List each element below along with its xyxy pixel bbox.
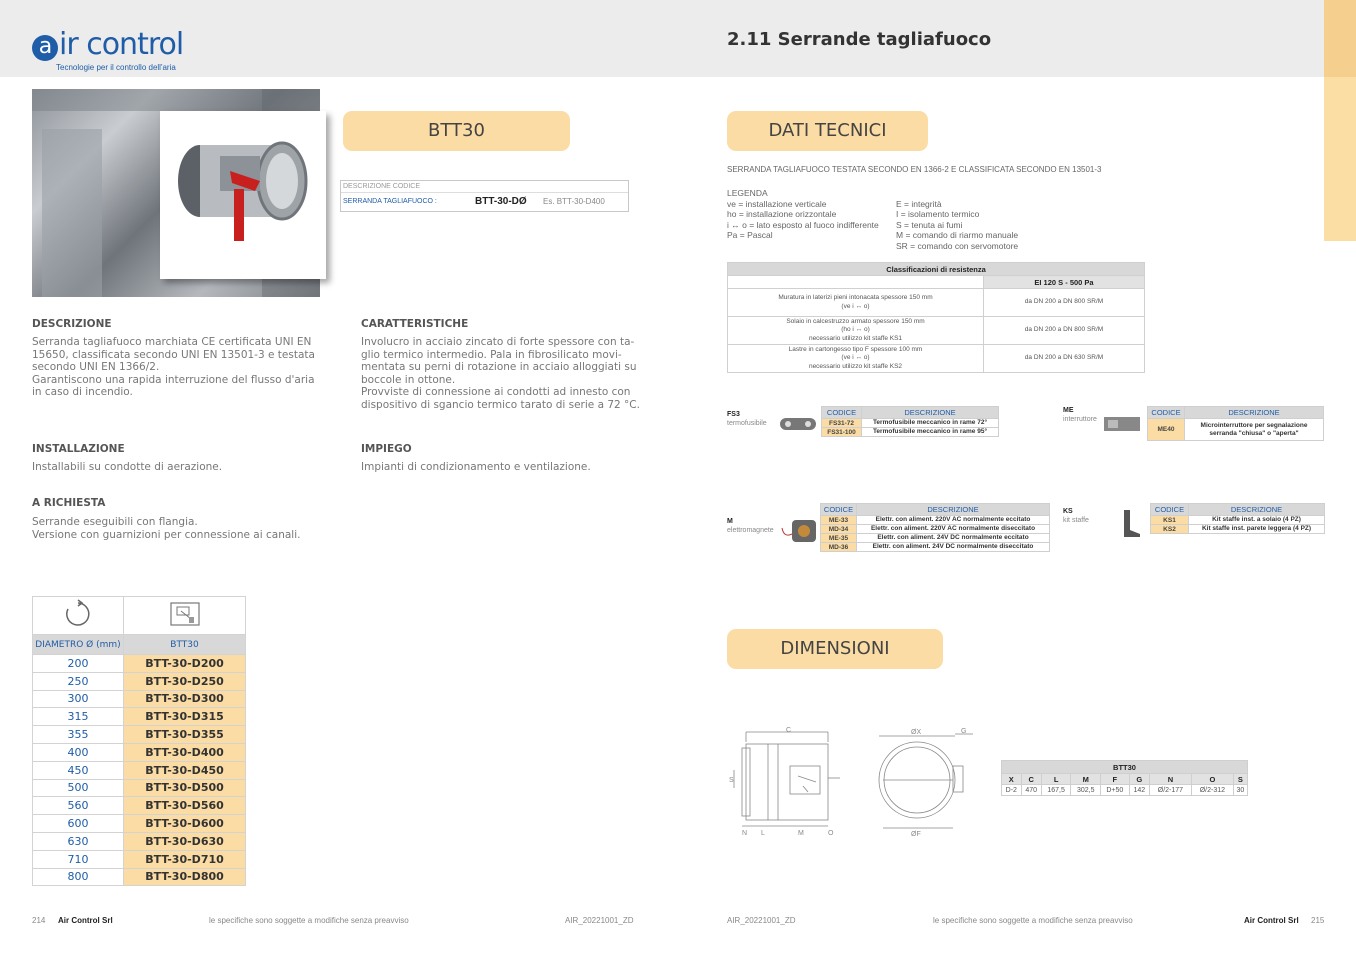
ks-label bbox=[1063, 507, 1089, 525]
logo-letter: a bbox=[32, 35, 58, 61]
m-row-code: MD-34 bbox=[821, 525, 857, 534]
resistance-row-val: da DN 200 a DN 630 SR/M bbox=[984, 345, 1145, 373]
resistance-blank bbox=[728, 276, 984, 289]
dati-tecnici-pill: DATI TECNICI bbox=[727, 111, 928, 151]
code-col-header: BTT30 bbox=[124, 635, 246, 655]
impiego-text: Impianti di condizionamento e ventilazione. bbox=[361, 461, 591, 473]
footer-company-left: Air Control Srl bbox=[58, 916, 113, 925]
diameter-value: 600 bbox=[33, 815, 124, 833]
diameter-code: BTT-30-D400 bbox=[124, 743, 246, 761]
diameter-code: BTT-30-D800 bbox=[124, 868, 246, 886]
fs3-row-desc: Termofusibile meccanico in rame 72° bbox=[862, 419, 999, 428]
legend-left: LEGENDA ve = installazione verticale ho = installazione orizzontale i ↔ o = lato esposto al fuoco indifferente Pa = Pascal bbox=[727, 188, 879, 240]
resistance-row-desc: Muratura in laterizi pieni intonacata spessore 150 mm (ve i ↔ o) bbox=[728, 289, 984, 317]
side-view-drawing bbox=[728, 726, 848, 843]
dim-label-df: ØF bbox=[911, 831, 921, 838]
code-box-header: DESCRIZIONE CODICE bbox=[341, 181, 628, 193]
diameter-code: BTT-30-D200 bbox=[124, 655, 246, 673]
richiesta-text: Serrande eseguibili con flangia. Versione con guarnizioni per connessione ai canali. bbox=[32, 516, 301, 541]
diameter-row bbox=[33, 708, 246, 726]
diameter-row bbox=[33, 850, 246, 868]
dimension-header: S bbox=[1233, 774, 1247, 785]
ks-row-code: KS1 bbox=[1151, 516, 1189, 525]
diameter-code: BTT-30-D450 bbox=[124, 761, 246, 779]
code-box-code: BTT-30-DØ bbox=[475, 196, 527, 207]
logo-tagline: Tecnologie per il controllo dell'aria bbox=[56, 63, 176, 72]
me-row-desc: Microinterruttore per segnalazione serranda "chiusa" o "aperta" bbox=[1185, 419, 1324, 441]
resistance-row-val: da DN 200 a DN 800 SR/M bbox=[984, 289, 1145, 317]
diameter-value: 450 bbox=[33, 761, 124, 779]
dimension-header: L bbox=[1041, 774, 1071, 785]
diameter-value: 560 bbox=[33, 797, 124, 815]
dim-label-n: N bbox=[742, 830, 748, 837]
m-sub: elettromagnete bbox=[727, 527, 774, 534]
footer-page-left: 214 bbox=[32, 916, 46, 925]
ks-table bbox=[1150, 503, 1325, 534]
diameter-code: BTT-30-D300 bbox=[124, 690, 246, 708]
fs3-row-code: FS31-100 bbox=[822, 428, 862, 437]
dim-label-dx: ØX bbox=[911, 729, 922, 736]
diameter-value: 300 bbox=[33, 690, 124, 708]
dimensioni-pill: DIMENSIONI bbox=[727, 629, 943, 669]
product-name-pill: BTT30 bbox=[343, 111, 570, 151]
m-row-desc: Elettr. con aliment. 24V DC normalmente eccitato bbox=[857, 534, 1050, 543]
me-sub: interruttore bbox=[1063, 416, 1097, 423]
dimension-value: 167,5 bbox=[1041, 785, 1071, 796]
diameter-code: BTT-30-D355 bbox=[124, 726, 246, 744]
diameter-row bbox=[33, 690, 246, 708]
footer-notice-right: le specifiche sono soggette a modifiche senza preavviso bbox=[933, 916, 1133, 925]
front-view-drawing bbox=[873, 726, 983, 843]
me-col-desc: DESCRIZIONE bbox=[1185, 407, 1324, 419]
fs3-table bbox=[821, 406, 999, 437]
diameter-row bbox=[33, 743, 246, 761]
dimension-header: X bbox=[1002, 774, 1022, 785]
diameter-code: BTT-30-D630 bbox=[124, 832, 246, 850]
ks-row-desc: Kit staffe inst. a solaio (4 PZ) bbox=[1189, 516, 1325, 525]
dim-label-g: G bbox=[961, 728, 967, 735]
dim-label-l: L bbox=[761, 830, 765, 837]
diameter-value: 630 bbox=[33, 832, 124, 850]
rotation-icon bbox=[33, 597, 124, 635]
fs3-col-desc: DESCRIZIONE bbox=[862, 407, 999, 419]
resistance-row-desc: Lastre in cartongesso tipo F spessore 100 mm (ve i ↔ o) necessario utilizzo kit staffe KS2 bbox=[728, 345, 984, 373]
m-row-code: MD-36 bbox=[821, 543, 857, 552]
dimension-header: F bbox=[1101, 774, 1130, 785]
dimensions-table bbox=[1001, 760, 1248, 796]
diameter-value: 250 bbox=[33, 672, 124, 690]
diameter-code: BTT-30-D560 bbox=[124, 797, 246, 815]
code-box-example: Es. BTT-30-D400 bbox=[543, 197, 605, 206]
descrizione-text: Serranda tagliafuoco marchiata CE certificata UNI EN 15650, classificata secondo UNI EN 13501-3 e testata secondo UNI EN 1366/2. Garantiscono una rapida interruzione del flusso d'aria in caso di incendio. bbox=[32, 336, 315, 399]
m-label bbox=[727, 517, 774, 535]
diameter-row bbox=[33, 779, 246, 797]
legend-right: E = integrità I = isolamento termico S = tenuta ai fumi M = comando di riarmo manuale SR = comando con servomotore bbox=[896, 198, 1019, 251]
damper-icon bbox=[124, 597, 246, 635]
caratteristiche-title: CARATTERISTICHE bbox=[361, 318, 469, 330]
diameter-row bbox=[33, 655, 246, 673]
me-label bbox=[1063, 406, 1097, 424]
header-band bbox=[0, 0, 1356, 77]
standard-line: SERRANDA TAGLIAFUOCO TESTATA SECONDO EN 1366-2 E CLASSIFICATA SECONDO EN 13501-3 bbox=[727, 165, 1102, 174]
diameter-value: 355 bbox=[33, 726, 124, 744]
resistance-table bbox=[727, 262, 1145, 373]
m-row-desc: Elettr. con aliment. 24V DC normalmente diseccitato bbox=[857, 543, 1050, 552]
fs3-code: FS3 bbox=[727, 411, 740, 418]
diameter-row bbox=[33, 672, 246, 690]
fs3-sub: termofusibile bbox=[727, 420, 767, 427]
dimension-header: O bbox=[1191, 774, 1233, 785]
ks-part-icon bbox=[1118, 508, 1142, 543]
dim-label-s: S bbox=[729, 777, 734, 784]
footer-notice-left: le specifiche sono soggette a modifiche senza preavviso bbox=[209, 916, 409, 925]
dim-label-m: M bbox=[798, 830, 804, 837]
code-box-label: SERRANDA TAGLIAFUOCO : bbox=[343, 198, 437, 205]
ks-code: KS bbox=[1063, 508, 1073, 515]
dimensions-table-title: BTT30 bbox=[1002, 761, 1248, 774]
me-col-code: CODICE bbox=[1148, 407, 1185, 419]
ks-col-code: CODICE bbox=[1151, 504, 1189, 516]
resistance-title: Classificazioni di resistenza bbox=[728, 263, 1145, 276]
dim-label-o: O bbox=[828, 830, 834, 837]
fs3-row-desc: Termofusibile meccanico in rame 95° bbox=[862, 428, 999, 437]
dimension-value: Ø/2-177 bbox=[1149, 785, 1191, 796]
diameter-value: 800 bbox=[33, 868, 124, 886]
diameter-code: BTT-30-D500 bbox=[124, 779, 246, 797]
m-col-desc: DESCRIZIONE bbox=[857, 504, 1050, 516]
m-col-code: CODICE bbox=[821, 504, 857, 516]
dimension-header: C bbox=[1021, 774, 1041, 785]
me-table bbox=[1147, 406, 1324, 441]
diameter-code: BTT-30-D250 bbox=[124, 672, 246, 690]
m-row-code: ME-33 bbox=[821, 516, 857, 525]
m-row-code: ME-35 bbox=[821, 534, 857, 543]
m-code: M bbox=[727, 518, 733, 525]
dimension-header: G bbox=[1129, 774, 1149, 785]
diameter-value: 315 bbox=[33, 708, 124, 726]
diameter-value: 200 bbox=[33, 655, 124, 673]
logo-text: ir control bbox=[59, 27, 184, 62]
ks-row-code: KS2 bbox=[1151, 525, 1189, 534]
diameter-value: 400 bbox=[33, 743, 124, 761]
footer-company-right: Air Control Srl bbox=[1244, 916, 1299, 925]
diameter-code: BTT-30-D315 bbox=[124, 708, 246, 726]
descrizione-title: DESCRIZIONE bbox=[32, 318, 112, 330]
diameter-row bbox=[33, 761, 246, 779]
fs3-col-code: CODICE bbox=[822, 407, 862, 419]
dimension-value: 30 bbox=[1233, 785, 1247, 796]
dimension-value: Ø/2-312 bbox=[1191, 785, 1233, 796]
dimension-value: 142 bbox=[1129, 785, 1149, 796]
caratteristiche-text: Involucro in acciaio zincato di forte spessore con ta- glio termico intermedio. Pala in fibrosilicato movi- mentata su perni di rotazione in acciaio alloggiati su boccole in ottone. Provviste di connessione ai condotti ad innesto con dispositivo di sgancio termico tarato di serie a 72 °C. bbox=[361, 336, 640, 411]
fs3-row-code: FS31-72 bbox=[822, 419, 862, 428]
diameter-value: 500 bbox=[33, 779, 124, 797]
fs3-part-icon bbox=[778, 414, 818, 439]
side-tab bbox=[1324, 77, 1356, 241]
diameter-row bbox=[33, 868, 246, 886]
m-row-desc: Elettr. con aliment. 220V AC normalmente eccitato bbox=[857, 516, 1050, 525]
brand-logo bbox=[32, 27, 184, 72]
diameter-value: 710 bbox=[33, 850, 124, 868]
me-part-icon bbox=[1102, 414, 1142, 439]
m-table bbox=[820, 503, 1050, 552]
richiesta-title: A RICHIESTA bbox=[32, 497, 106, 509]
m-row-desc: Elettr. con aliment. 220V AC normalmente diseccitato bbox=[857, 525, 1050, 534]
diameter-code: BTT-30-D710 bbox=[124, 850, 246, 868]
impiego-title: IMPIEGO bbox=[361, 443, 412, 455]
code-description-box bbox=[340, 180, 629, 212]
dimension-value: 470 bbox=[1021, 785, 1041, 796]
ks-row-desc: Kit staffe inst. parete leggera (4 PZ) bbox=[1189, 525, 1325, 534]
footer-doc-left: AIR_20221001_ZD bbox=[565, 916, 634, 925]
resistance-row-val: da DN 200 a DN 800 SR/M bbox=[984, 317, 1145, 345]
diameter-row bbox=[33, 726, 246, 744]
diameter-table bbox=[32, 596, 246, 886]
diameter-row bbox=[33, 797, 246, 815]
damper-photo bbox=[160, 111, 326, 279]
diameter-row bbox=[33, 815, 246, 833]
me-row-code: ME40 bbox=[1148, 419, 1185, 441]
diameter-col-header: DIAMETRO Ø (mm) bbox=[33, 635, 124, 655]
installazione-title: INSTALLAZIONE bbox=[32, 443, 125, 455]
resistance-row-desc: Solaio in calcestruzzo armato spessore 150 mm (ho i ↔ o) necessario utilizzo kit staffe KS1 bbox=[728, 317, 984, 345]
dim-label-c: C bbox=[786, 727, 792, 734]
footer-page-right: 215 bbox=[1311, 916, 1325, 925]
dimension-value: D+50 bbox=[1101, 785, 1130, 796]
dimension-header: M bbox=[1071, 774, 1101, 785]
dimension-value: 302,5 bbox=[1071, 785, 1101, 796]
dimension-header: N bbox=[1149, 774, 1191, 785]
installazione-text: Installabili su condotte di aerazione. bbox=[32, 461, 223, 473]
me-code: ME bbox=[1063, 407, 1074, 414]
m-part-icon bbox=[780, 516, 820, 551]
resistance-col: EI 120 S - 500 Pa bbox=[984, 276, 1145, 289]
fs3-label bbox=[727, 410, 767, 428]
footer-doc-right: AIR_20221001_ZD bbox=[727, 916, 796, 925]
diameter-code: BTT-30-D600 bbox=[124, 815, 246, 833]
section-title: 2.11 Serrande tagliafuoco bbox=[727, 29, 992, 50]
diameter-row bbox=[33, 832, 246, 850]
side-tab-top bbox=[1324, 0, 1356, 77]
dimension-value: D-2 bbox=[1002, 785, 1022, 796]
ks-col-desc: DESCRIZIONE bbox=[1189, 504, 1325, 516]
ks-sub: kit staffe bbox=[1063, 517, 1089, 524]
